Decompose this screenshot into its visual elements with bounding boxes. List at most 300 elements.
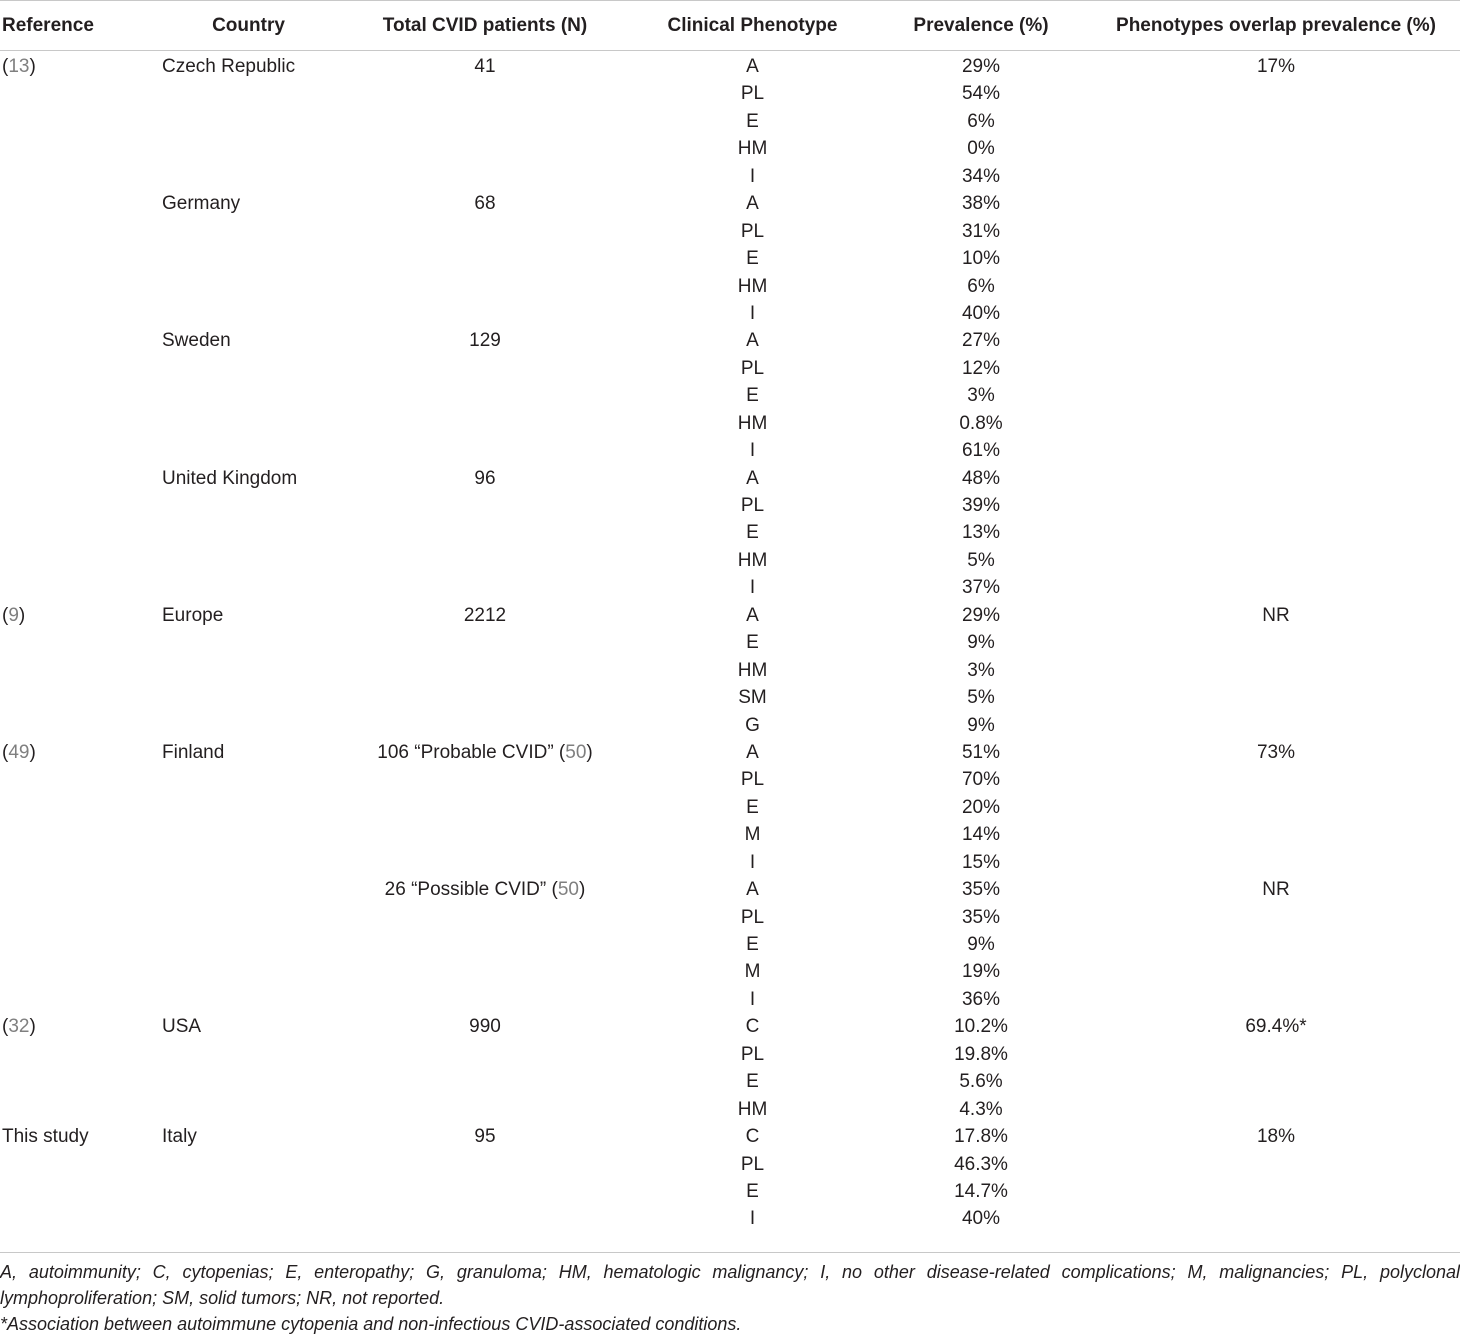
- table-row: [0, 766, 1460, 793]
- reference-cell: [0, 629, 160, 656]
- overlap-prevalence-cell: [1092, 821, 1460, 848]
- phenotype-cell: I: [749, 851, 756, 873]
- prevalence-cell: 10.2%: [954, 1016, 1008, 1038]
- phenotype-cell: HM: [737, 1098, 768, 1120]
- citation-link[interactable]: 32: [8, 1016, 30, 1038]
- country-cell: [160, 1041, 335, 1068]
- table-row: [0, 245, 1460, 272]
- reference-cell: [0, 712, 160, 739]
- country-cell: [160, 547, 335, 574]
- table-body: [0, 51, 1460, 1233]
- phenotype-cell: A: [746, 330, 759, 352]
- table-row: [0, 327, 1460, 354]
- total-patients-cell: [335, 657, 635, 684]
- table-row: [0, 574, 1460, 601]
- prevalence-cell: 14.7%: [954, 1180, 1008, 1202]
- prevalence-cell: 29%: [961, 56, 1001, 77]
- total-patients-cell: [335, 849, 635, 876]
- table-footnotes: [0, 1259, 1460, 1337]
- table-row: [0, 821, 1460, 848]
- overlap-prevalence-cell: [1092, 712, 1460, 739]
- total-patients-cell: [335, 684, 635, 711]
- overlap-prevalence-cell: [1092, 574, 1460, 601]
- phenotype-cell: E: [746, 522, 759, 544]
- reference-cell: [0, 1068, 160, 1095]
- phenotype-cell: E: [746, 1071, 759, 1093]
- total-patients-cell: [335, 437, 635, 464]
- table-row: [0, 190, 1460, 217]
- total-patients-cell: [335, 629, 635, 656]
- total-patients-cell: [335, 794, 635, 821]
- table-row: [0, 684, 1460, 711]
- total-patients-cell: [335, 1205, 635, 1232]
- table-row: [0, 300, 1460, 327]
- country-cell: [160, 1068, 335, 1095]
- overlap-prevalence-cell: [1092, 1068, 1460, 1095]
- reference-cell: [0, 904, 160, 931]
- overlap-prevalence-cell: [1092, 218, 1460, 245]
- country-cell: [160, 849, 335, 876]
- overlap-prevalence-cell: [1092, 163, 1460, 190]
- total-patients-cell: 129: [469, 330, 501, 352]
- country-cell: Finland: [162, 741, 225, 763]
- table-row: [0, 135, 1460, 162]
- phenotype-cell: PL: [740, 906, 765, 928]
- overlap-prevalence-cell: [1092, 135, 1460, 162]
- table-row: [0, 1041, 1460, 1068]
- phenotype-cell: A: [746, 604, 759, 626]
- overlap-prevalence-cell: 18%: [1256, 1126, 1296, 1148]
- prevalence-cell: 14%: [961, 824, 1001, 846]
- table-row: [0, 629, 1460, 656]
- header-reference: Reference: [0, 1, 160, 51]
- total-patients-cell: [335, 492, 635, 519]
- overlap-prevalence-cell: NR: [1262, 604, 1290, 626]
- table-row: [0, 1205, 1460, 1232]
- total-patients-cell: [335, 904, 635, 931]
- prevalence-cell: 36%: [961, 988, 1001, 1010]
- total-patients-cell: [335, 547, 635, 574]
- table-row: [0, 163, 1460, 190]
- table-row: [0, 382, 1460, 409]
- phenotype-cell: PL: [740, 357, 765, 379]
- prevalence-cell: 19%: [961, 961, 1001, 983]
- prevalence-cell: 0%: [967, 138, 995, 160]
- table-row: [0, 273, 1460, 300]
- phenotype-cell: E: [746, 1180, 759, 1202]
- reference-cell: [0, 931, 160, 958]
- reference-cell: [0, 80, 160, 107]
- country-cell: [160, 355, 335, 382]
- reference-cell: (49): [2, 741, 36, 763]
- phenotype-cell: PL: [740, 220, 765, 242]
- country-cell: Czech Republic: [162, 56, 296, 77]
- phenotype-cell: M: [744, 961, 761, 983]
- reference-cell: [0, 986, 160, 1013]
- table-row: [0, 712, 1460, 739]
- total-patients-cell: 41: [474, 56, 496, 77]
- prevalence-cell: 19.8%: [954, 1043, 1008, 1065]
- footnote-abbreviations-line2: lymphoproliferation; SM, solid tumors; NR, not reported.: [0, 1288, 445, 1308]
- prevalence-cell: 54%: [961, 83, 1001, 105]
- total-patients-cell: [335, 958, 635, 985]
- prevalence-cell: 15%: [961, 851, 1001, 873]
- header-prevalence: Prevalence (%): [870, 1, 1092, 51]
- overlap-prevalence-cell: [1092, 904, 1460, 931]
- total-patients-cell: [335, 1041, 635, 1068]
- reference-cell: [0, 794, 160, 821]
- prevalence-cell: 35%: [961, 906, 1001, 928]
- overlap-prevalence-cell: [1092, 1041, 1460, 1068]
- table-row: [0, 602, 1460, 629]
- country-cell: [160, 574, 335, 601]
- country-cell: [160, 163, 335, 190]
- country-cell: [160, 273, 335, 300]
- prevalence-cell: 20%: [961, 796, 1001, 818]
- prevalence-cell: 35%: [961, 879, 1001, 901]
- total-patients-cell: 26 “Possible CVID” (50): [384, 879, 586, 901]
- table-row: [0, 519, 1460, 546]
- reference-cell: [0, 190, 160, 217]
- total-patients-cell: [335, 1068, 635, 1095]
- table-row: [0, 218, 1460, 245]
- prevalence-cell: 61%: [961, 440, 1001, 462]
- table-row: [0, 904, 1460, 931]
- phenotype-cell: PL: [740, 1043, 765, 1065]
- prevalence-cell: 51%: [961, 741, 1001, 763]
- phenotype-cell: E: [746, 110, 759, 132]
- reference-cell: [0, 465, 160, 492]
- prevalence-cell: 9%: [967, 714, 995, 736]
- footnote-divider: [0, 1252, 1460, 1253]
- prevalence-cell: 31%: [961, 220, 1001, 242]
- phenotype-cell: I: [749, 1208, 756, 1230]
- country-cell: [160, 876, 335, 903]
- citation-link[interactable]: 49: [8, 741, 30, 763]
- table-row: [0, 1013, 1460, 1040]
- reference-cell: [0, 1041, 160, 1068]
- overlap-prevalence-cell: [1092, 958, 1460, 985]
- citation-link[interactable]: 13: [8, 56, 30, 77]
- prevalence-cell: 38%: [961, 193, 1001, 215]
- country-cell: [160, 135, 335, 162]
- overlap-prevalence-cell: [1092, 190, 1460, 217]
- reference-cell: [0, 519, 160, 546]
- table-row: [0, 492, 1460, 519]
- table-row: [0, 876, 1460, 903]
- total-patients-cell: [335, 273, 635, 300]
- country-cell: Germany: [162, 193, 241, 215]
- table-row: [0, 437, 1460, 464]
- prevalence-cell: 48%: [961, 467, 1001, 489]
- country-cell: [160, 108, 335, 135]
- table-row: [0, 1096, 1460, 1123]
- prevalence-cell: 3%: [967, 659, 995, 681]
- phenotype-cell: I: [749, 577, 756, 599]
- table-row: [0, 986, 1460, 1013]
- reference-cell: [0, 245, 160, 272]
- country-cell: [160, 245, 335, 272]
- phenotype-cell: E: [746, 632, 759, 654]
- total-patients-cell: [335, 986, 635, 1013]
- phenotype-cell: E: [746, 796, 759, 818]
- header-clinical-phenotype: Clinical Phenotype: [635, 1, 870, 51]
- reference-cell: (32): [2, 1016, 36, 1038]
- total-patients-cell: [335, 382, 635, 409]
- phenotype-cell: HM: [737, 549, 768, 571]
- table-row: [0, 465, 1460, 492]
- table-row: [0, 1151, 1460, 1178]
- reference-cell: [0, 574, 160, 601]
- country-cell: [160, 766, 335, 793]
- footnote-asterisk: *Association between autoimmune cytopenia and non-infectious CVID-associated conditions.: [0, 1314, 742, 1334]
- country-cell: USA: [162, 1016, 202, 1038]
- phenotype-cell: SM: [738, 687, 767, 709]
- overlap-prevalence-cell: [1092, 382, 1460, 409]
- country-cell: [160, 1096, 335, 1123]
- overlap-prevalence-cell: [1092, 794, 1460, 821]
- prevalence-cell: 4.3%: [959, 1098, 1003, 1120]
- total-patients-cell: [335, 1151, 635, 1178]
- overlap-prevalence-cell: 69.4%*: [1245, 1016, 1307, 1038]
- total-patients-cell: [335, 712, 635, 739]
- reference-cell: [0, 1151, 160, 1178]
- total-patients-cell: [335, 245, 635, 272]
- table-row: [0, 958, 1460, 985]
- table-row: [0, 1178, 1460, 1205]
- country-cell: [160, 794, 335, 821]
- citation-link[interactable]: 50: [565, 741, 587, 763]
- country-cell: [160, 410, 335, 437]
- prevalence-cell: 46.3%: [954, 1153, 1008, 1175]
- prevalence-cell: 6%: [967, 275, 995, 297]
- header-overlap-prevalence: Phenotypes overlap prevalence (%): [1092, 1, 1460, 51]
- total-patients-cell: 68: [474, 193, 496, 215]
- total-patients-cell: [335, 519, 635, 546]
- total-patients-cell: [335, 410, 635, 437]
- table-row: [0, 1123, 1460, 1150]
- overlap-prevalence-cell: 73%: [1256, 741, 1296, 763]
- phenotype-cell: I: [749, 165, 756, 187]
- phenotype-cell: HM: [737, 659, 768, 681]
- country-cell: [160, 986, 335, 1013]
- reference-cell: [0, 876, 160, 903]
- overlap-prevalence-cell: [1092, 1151, 1460, 1178]
- country-cell: [160, 218, 335, 245]
- prevalence-cell: 34%: [961, 165, 1001, 187]
- reference-cell: [0, 547, 160, 574]
- phenotype-cell: A: [746, 193, 759, 215]
- table-row: [0, 849, 1460, 876]
- reference-cell: [0, 1205, 160, 1232]
- phenotype-cell: G: [745, 714, 760, 736]
- overlap-prevalence-cell: [1092, 355, 1460, 382]
- prevalence-cell: 17.8%: [954, 1126, 1008, 1148]
- overlap-prevalence-cell: [1092, 766, 1460, 793]
- overlap-prevalence-cell: [1092, 849, 1460, 876]
- country-cell: [160, 80, 335, 107]
- header-country: Country: [160, 1, 335, 51]
- total-patients-cell: [335, 1178, 635, 1205]
- phenotype-cell: C: [745, 1016, 760, 1038]
- overlap-prevalence-cell: [1092, 492, 1460, 519]
- total-patients-cell: 990: [469, 1016, 501, 1038]
- overlap-prevalence-cell: [1092, 410, 1460, 437]
- overlap-prevalence-cell: [1092, 986, 1460, 1013]
- phenotype-cell: PL: [740, 83, 765, 105]
- table-row: [0, 108, 1460, 135]
- reference-cell: [0, 821, 160, 848]
- overlap-prevalence-cell: [1092, 931, 1460, 958]
- phenotype-cell: A: [746, 467, 759, 489]
- prevalence-cell: 29%: [961, 604, 1001, 626]
- overlap-prevalence-cell: [1092, 657, 1460, 684]
- prevalence-cell: 3%: [967, 385, 995, 407]
- overlap-prevalence-cell: [1092, 327, 1460, 354]
- reference-cell: [0, 135, 160, 162]
- reference-cell: [0, 766, 160, 793]
- prevalence-cell: 37%: [961, 577, 1001, 599]
- table-header-row: [0, 1, 1460, 51]
- overlap-prevalence-cell: 17%: [1256, 56, 1296, 77]
- overlap-prevalence-cell: [1092, 437, 1460, 464]
- prevalence-cell: 0.8%: [959, 412, 1003, 434]
- country-cell: United Kingdom: [162, 467, 298, 489]
- citation-link[interactable]: 50: [557, 879, 579, 901]
- country-cell: [160, 712, 335, 739]
- prevalence-cell: 5%: [967, 687, 995, 709]
- total-patients-cell: [335, 1096, 635, 1123]
- total-patients-cell: 2212: [463, 604, 507, 626]
- prevalence-cell: 10%: [961, 248, 1001, 270]
- phenotype-cell: A: [746, 741, 759, 763]
- phenotype-cell: HM: [737, 138, 768, 160]
- prevalence-cell: 5%: [967, 549, 995, 571]
- overlap-prevalence-cell: [1092, 245, 1460, 272]
- total-patients-cell: [335, 135, 635, 162]
- overlap-prevalence-cell: [1092, 465, 1460, 492]
- total-patients-cell: 106 “Probable CVID” (50): [377, 741, 593, 763]
- phenotype-cell: C: [745, 1126, 760, 1148]
- reference-cell: [0, 684, 160, 711]
- table-row: [0, 410, 1460, 437]
- reference-cell: [0, 849, 160, 876]
- reference-cell: [0, 382, 160, 409]
- table-row: [0, 547, 1460, 574]
- reference-cell: [0, 163, 160, 190]
- country-cell: [160, 437, 335, 464]
- country-cell: [160, 492, 335, 519]
- overlap-prevalence-cell: [1092, 1205, 1460, 1232]
- country-cell: [160, 629, 335, 656]
- reference-cell: [0, 300, 160, 327]
- table-row: [0, 51, 1460, 81]
- reference-cell: [0, 410, 160, 437]
- reference-cell: [0, 218, 160, 245]
- overlap-prevalence-cell: [1092, 108, 1460, 135]
- phenotype-cell: PL: [740, 495, 765, 516]
- country-cell: [160, 657, 335, 684]
- country-cell: [160, 931, 335, 958]
- country-cell: Europe: [162, 604, 224, 626]
- overlap-prevalence-cell: [1092, 1178, 1460, 1205]
- phenotype-cell: E: [746, 385, 759, 407]
- phenotype-cell: E: [746, 248, 759, 270]
- table-row: [0, 794, 1460, 821]
- table-row: [0, 931, 1460, 958]
- phenotype-cell: E: [746, 934, 759, 955]
- citation-link[interactable]: 9: [8, 604, 19, 626]
- table-row: [0, 1068, 1460, 1095]
- overlap-prevalence-cell: [1092, 629, 1460, 656]
- country-cell: [160, 382, 335, 409]
- country-cell: [160, 1151, 335, 1178]
- table-row: [0, 355, 1460, 382]
- phenotype-cell: HM: [737, 275, 768, 297]
- total-patients-cell: [335, 766, 635, 793]
- total-patients-cell: [335, 574, 635, 601]
- overlap-prevalence-cell: [1092, 684, 1460, 711]
- phenotype-cell: I: [749, 302, 756, 324]
- prevalence-cell: 40%: [961, 1208, 1001, 1230]
- overlap-prevalence-cell: [1092, 547, 1460, 574]
- total-patients-cell: [335, 80, 635, 107]
- country-cell: [160, 1178, 335, 1205]
- phenotype-cell: PL: [740, 1153, 765, 1175]
- reference-cell: [0, 108, 160, 135]
- total-patients-cell: 96: [474, 467, 496, 489]
- phenotype-cell: I: [749, 988, 756, 1010]
- country-cell: [160, 821, 335, 848]
- total-patients-cell: [335, 300, 635, 327]
- table-row: [0, 657, 1460, 684]
- reference-cell: [0, 355, 160, 382]
- reference-cell: [0, 657, 160, 684]
- reference-cell: (13): [2, 56, 36, 77]
- country-cell: [160, 684, 335, 711]
- prevalence-cell: 70%: [961, 769, 1001, 791]
- prevalence-cell: 12%: [961, 357, 1001, 379]
- phenotype-cell: I: [749, 440, 756, 462]
- overlap-prevalence-cell: [1092, 80, 1460, 107]
- header-total-patients: Total CVID patients (N): [335, 1, 635, 51]
- total-patients-cell: [335, 821, 635, 848]
- total-patients-cell: [335, 218, 635, 245]
- overlap-prevalence-cell: NR: [1262, 879, 1290, 901]
- reference-cell: [0, 958, 160, 985]
- overlap-prevalence-cell: [1092, 1096, 1460, 1123]
- total-patients-cell: [335, 163, 635, 190]
- overlap-prevalence-cell: [1092, 519, 1460, 546]
- country-cell: Sweden: [162, 330, 231, 352]
- reference-cell: [0, 273, 160, 300]
- country-cell: Italy: [162, 1126, 197, 1148]
- overlap-prevalence-cell: [1092, 300, 1460, 327]
- country-cell: [160, 904, 335, 931]
- reference-cell: [0, 327, 160, 354]
- total-patients-cell: [335, 931, 635, 958]
- overlap-prevalence-cell: [1092, 273, 1460, 300]
- phenotype-cell: A: [746, 56, 759, 77]
- reference-cell: This study: [2, 1126, 89, 1148]
- reference-cell: [0, 1096, 160, 1123]
- country-cell: [160, 1205, 335, 1232]
- phenotype-cell: A: [746, 879, 759, 901]
- phenotype-cell: M: [744, 824, 761, 846]
- reference-cell: [0, 492, 160, 519]
- reference-cell: (9): [2, 604, 26, 626]
- table-row: [0, 739, 1460, 766]
